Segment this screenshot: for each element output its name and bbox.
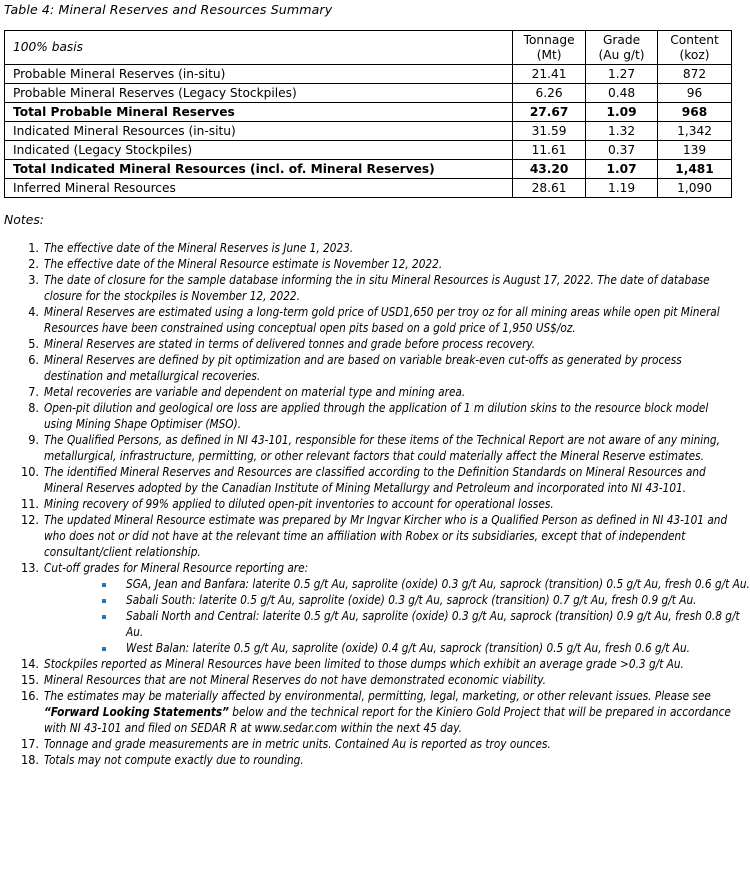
square-bullet-icon bbox=[102, 615, 106, 619]
cutoff-item bbox=[44, 576, 750, 592]
note-text: The updated Mineral Resource estimate was prepared by Mr Ingvar Kircher who is a Qualified Person as defined in NI 43-101 and who does not or did not have at the relevant time an affiliation with Robex or its subsidiaries, except that of independent consultant/client relationship. bbox=[44, 512, 728, 559]
header-grade-line2: (Au g/t) bbox=[598, 47, 645, 62]
row-label: Indicated Mineral Resources (in-situ) bbox=[5, 122, 513, 141]
note-number: 15. bbox=[20, 672, 39, 687]
forward-looking-statements-ref: “Forward Looking Statements” bbox=[44, 704, 229, 719]
notes-title: Notes: bbox=[4, 212, 44, 227]
note-number: 7. bbox=[28, 384, 39, 399]
note-item bbox=[0, 304, 735, 336]
cutoff-grades-list bbox=[44, 576, 750, 656]
table-row bbox=[5, 122, 732, 141]
table-row bbox=[5, 65, 732, 84]
header-tonnage-line1: Tonnage bbox=[523, 32, 575, 47]
table-row bbox=[5, 84, 732, 103]
note-text: The effective date of the Mineral Resource estimate is November 12, 2022. bbox=[44, 256, 443, 271]
note-number: 5. bbox=[28, 336, 39, 351]
reserves-resources-table bbox=[4, 30, 732, 198]
note-number: 14. bbox=[20, 656, 39, 671]
square-bullet-icon bbox=[102, 647, 106, 651]
note-text: Mineral Resources that are not Mineral Reserves do not have demonstrated economic viability. bbox=[44, 672, 546, 687]
row-label: Total Indicated Mineral Resources (incl. of. Mineral Reserves) bbox=[5, 160, 513, 179]
row-grade: 0.48 bbox=[586, 84, 658, 103]
header-tonnage-line2: (Mt) bbox=[536, 47, 562, 62]
row-content: 139 bbox=[658, 141, 732, 160]
note-item bbox=[0, 384, 735, 400]
header-content-line2: (koz) bbox=[679, 47, 710, 62]
note-item bbox=[0, 672, 735, 688]
row-grade: 1.27 bbox=[586, 65, 658, 84]
note-text: Mining recovery of 99% applied to diluted open-pit inventories to account for operational losses. bbox=[44, 496, 554, 511]
note-number: 8. bbox=[28, 400, 39, 415]
header-tonnage bbox=[513, 31, 586, 65]
note-number: 16. bbox=[20, 688, 39, 703]
table-row bbox=[5, 141, 732, 160]
note-item bbox=[0, 240, 735, 256]
note-text: Totals may not compute exactly due to rounding. bbox=[44, 752, 304, 767]
row-label: Total Probable Mineral Reserves bbox=[5, 103, 513, 122]
row-tonnage: 11.61 bbox=[513, 141, 586, 160]
note-text: Metal recoveries are variable and dependent on material type and mining area. bbox=[44, 384, 466, 399]
row-tonnage: 31.59 bbox=[513, 122, 586, 141]
note-number: 12. bbox=[20, 512, 39, 527]
note-item bbox=[0, 496, 735, 512]
row-tonnage: 21.41 bbox=[513, 65, 586, 84]
note-item bbox=[0, 656, 735, 672]
note-number: 11. bbox=[20, 496, 39, 511]
note-text: Mineral Reserves are stated in terms of delivered tonnes and grade before process recovery. bbox=[44, 336, 536, 351]
row-grade: 1.32 bbox=[586, 122, 658, 141]
note-text: Mineral Reserves are estimated using a long-term gold price of USD1,650 per troy oz for all mining areas while open pit Mineral Resources have been constrained using conceptual open pits based on a gold price of 1,950 US$/oz. bbox=[44, 304, 720, 335]
note-number: 6. bbox=[28, 352, 39, 367]
table-body bbox=[5, 65, 732, 198]
cutoff-text: Sabali North and Central: laterite 0.5 g/t Au, saprolite (oxide) 0.3 g/t Au, saprock (transition) 0.9 g/t Au, fresh 0.8 g/t Au. bbox=[126, 608, 740, 639]
note-text bbox=[44, 688, 732, 736]
row-grade: 0.37 bbox=[586, 141, 658, 160]
note-text: Mineral Reserves are defined by pit optimization and are based on variable break-even cut-offs as generated by process destination and metallurgical recoveries. bbox=[44, 352, 682, 383]
note-item bbox=[0, 432, 735, 464]
note-text: Tonnage and grade measurements are in metric units. Contained Au is reported as troy ounces. bbox=[44, 736, 551, 751]
note-text: Stockpiles reported as Mineral Resources have been limited to those dumps which exhibit an average grade >0.3 g/t Au. bbox=[44, 656, 684, 671]
note-item bbox=[0, 400, 735, 432]
note-number: 3. bbox=[28, 272, 39, 287]
row-label: Probable Mineral Reserves (Legacy Stockpiles) bbox=[5, 84, 513, 103]
row-label: Probable Mineral Reserves (in-situ) bbox=[5, 65, 513, 84]
row-label: Inferred Mineral Resources bbox=[5, 179, 513, 198]
notes-list bbox=[0, 240, 750, 768]
cutoff-item bbox=[44, 608, 740, 640]
row-grade: 1.09 bbox=[586, 103, 658, 122]
note-text: Open-pit dilution and geological ore loss are applied through the application of 1 m dilution skins to the resource block model using Mining Shape Optimiser (MSO). bbox=[44, 400, 709, 431]
cutoff-text: West Balan: laterite 0.5 g/t Au, saprolite (oxide) 0.4 g/t Au, saprock (transition) 0.5 g/t Au, fresh 0.6 g/t Au. bbox=[126, 640, 690, 655]
row-grade: 1.19 bbox=[586, 179, 658, 198]
cutoff-text: SGA, Jean and Banfara: laterite 0.5 g/t Au, saprolite (oxide) 0.3 g/t Au, saprock (transition) 0.5 g/t Au, fresh 0.6 g/t Au. bbox=[126, 576, 750, 591]
header-grade-line1: Grade bbox=[602, 32, 641, 47]
row-label: Indicated (Legacy Stockpiles) bbox=[5, 141, 513, 160]
note-item bbox=[0, 256, 735, 272]
note-item bbox=[0, 272, 735, 304]
row-tonnage: 27.67 bbox=[513, 103, 586, 122]
table-caption: Table 4: Mineral Reserves and Resources Summary bbox=[4, 2, 333, 17]
row-content: 1,090 bbox=[658, 179, 732, 198]
note-item bbox=[0, 512, 735, 560]
header-content-line1: Content bbox=[670, 32, 719, 47]
row-content: 968 bbox=[658, 103, 732, 122]
table-total-row bbox=[5, 160, 732, 179]
note-number: 18. bbox=[20, 752, 39, 767]
note-text: The Qualified Persons, as defined in NI 43-101, responsible for these items of the Technical Report are not aware of any mining, metallurgical, infrastructure, permitting, or other relevant factors that could materially affect the Mineral Reserve estimates. bbox=[44, 432, 720, 463]
row-grade: 1.07 bbox=[586, 160, 658, 179]
note-text-before: The estimates may be materially affected by environmental, permitting, legal, marketing, or other relevant issues. Please see bbox=[44, 688, 711, 703]
note-text: The effective date of the Mineral Reserves is June 1, 2023. bbox=[44, 240, 354, 255]
note-item bbox=[0, 464, 735, 496]
note-number: 2. bbox=[28, 256, 39, 271]
header-grade bbox=[586, 31, 658, 65]
header-content bbox=[658, 31, 732, 65]
table-header-row bbox=[5, 31, 732, 65]
note-text: The date of closure for the sample database informing the in situ Mineral Resources is August 17, 2022. The date of database closure for the stockpiles is November 12, 2022. bbox=[44, 272, 710, 303]
square-bullet-icon bbox=[102, 599, 106, 603]
note-text: Cut-off grades for Mineral Resource reporting are: bbox=[44, 560, 309, 575]
note-item bbox=[0, 736, 735, 752]
row-content: 1,342 bbox=[658, 122, 732, 141]
note-text: The identified Mineral Reserves and Resources are classified according to the Definition Standards on Mineral Resources and Mineral Reserves adopted by the Canadian Institute of Mining Metallurgy and Petroleum and incorporated into NI 43-101. bbox=[44, 464, 706, 495]
row-tonnage: 43.20 bbox=[513, 160, 586, 179]
row-content: 96 bbox=[658, 84, 732, 103]
note-number: 9. bbox=[28, 432, 39, 447]
table-total-row bbox=[5, 103, 732, 122]
cutoff-item bbox=[44, 640, 735, 656]
table-row bbox=[5, 179, 732, 198]
square-bullet-icon bbox=[102, 583, 106, 587]
row-content: 1,481 bbox=[658, 160, 732, 179]
note-item bbox=[0, 752, 735, 768]
header-basis: 100% basis bbox=[5, 31, 513, 65]
note-number: 4. bbox=[28, 304, 39, 319]
note-item bbox=[0, 336, 735, 352]
row-tonnage: 6.26 bbox=[513, 84, 586, 103]
cutoff-text: Sabali South: laterite 0.5 g/t Au, saprolite (oxide) 0.3 g/t Au, saprock (transition) 0.7 g/t Au, fresh 0.9 g/t Au. bbox=[126, 592, 697, 607]
note-item bbox=[0, 688, 735, 736]
note-number: 17. bbox=[20, 736, 39, 751]
row-tonnage: 28.61 bbox=[513, 179, 586, 198]
cutoff-item bbox=[44, 592, 735, 608]
note-number: 10. bbox=[20, 464, 39, 479]
note-number: 13. bbox=[20, 560, 39, 575]
note-item bbox=[0, 352, 735, 384]
note-item bbox=[0, 560, 750, 656]
note-text-after: below and the technical report for the Kiniero Gold Project that will be prepared in accordance with NI 43-101 and filed on SEDAR R at www.sedar.com within the next 45 day. bbox=[44, 704, 731, 735]
note-number: 1. bbox=[28, 240, 39, 255]
row-content: 872 bbox=[658, 65, 732, 84]
